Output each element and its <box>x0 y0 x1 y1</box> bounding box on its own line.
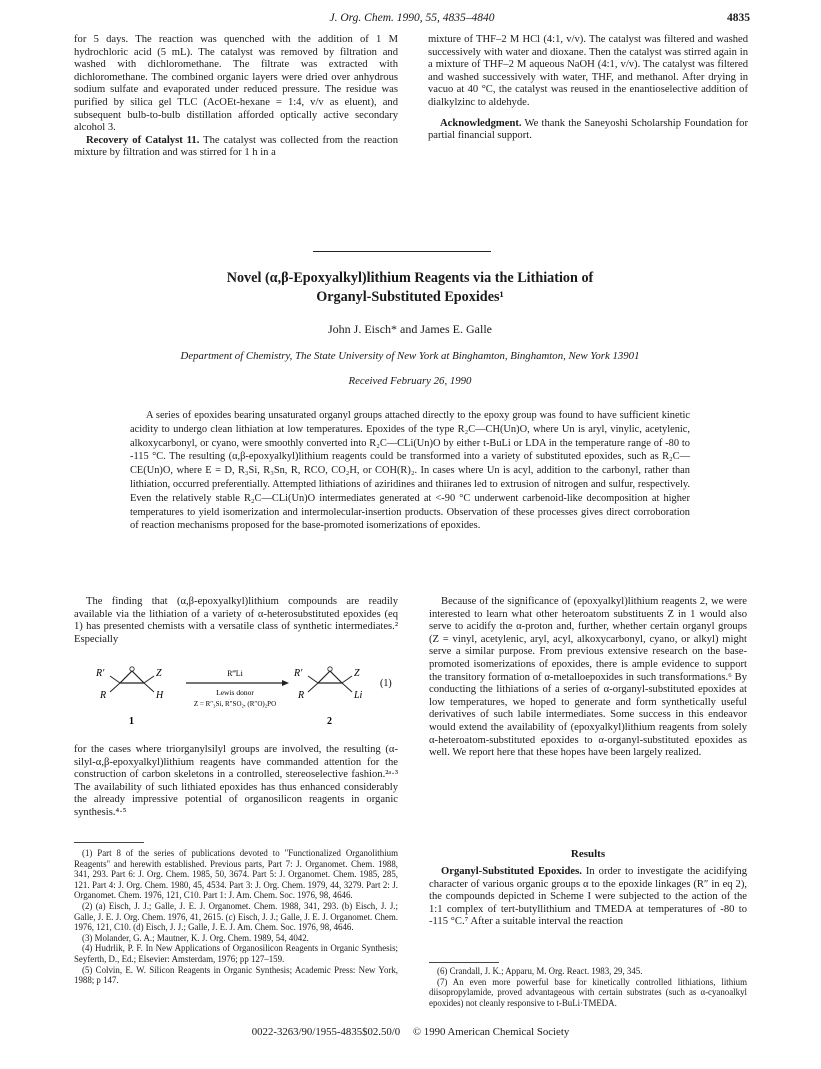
recovery-heading: Recovery of Catalyst 11. <box>86 134 200 146</box>
results-subheading: Organyl-Substituted Epoxides. <box>441 866 582 877</box>
acknowledgment-text: We thank the Saneyoshi Scholarship Foundation for partial financial support. <box>428 117 748 142</box>
received-date: Received February 26, 1990 <box>348 375 472 387</box>
catalyst-paragraph: mixture of THF–2 M HCl (4:1, v/v). The catalyst was filtered and washed successively with water and dioxane. Then the catalyst was stirred again in a mixture of THF–2 M aqueous NaOH (4:1, v/v). The catalyst was filtered and washed successively with water, THF, and methanol. After drying in vacuo at 40 °C, the catalyst was reused in the enantioselective addition of dialkylzinc to aldehyde. <box>428 34 748 108</box>
epoxide-1 <box>95 667 164 727</box>
title-line-2: Organyl-Substituted Epoxides¹ <box>316 289 504 305</box>
top-right-column <box>428 34 748 143</box>
top-left-column <box>74 34 398 160</box>
reaction-arrow <box>186 669 289 708</box>
results-text: In order to investigate the acidifying character of various organic groups α to the epoxide linkages (R″ in eq 2), the compounds depicted in Scheme I were subjected to the action of the 1:1 complex of tert-butyllithium and TMEDA at temperatures of -80 to -115 °C.⁷ After a suitable interval the reaction <box>429 866 747 928</box>
running-header <box>74 12 750 30</box>
footnote-rule-right <box>429 962 499 963</box>
article-code: 0022-3263/90/1955-4835$02.50/0 <box>251 1026 401 1038</box>
r-label: R <box>100 690 107 701</box>
h-label: H <box>156 690 164 701</box>
equation-number: (1) <box>380 678 392 689</box>
footnote-2: (2) (a) Eisch, J. J.; Galle, J. E. J. Organomet. Chem. 1988, 341, 293. (b) Eisch, J. J.; Galle, J. E. J. Org. Chem. 1976, 41, 2615. (c) Eisch, J. J.; Galle, J. E. J. Organomet. Chem. 1976, 121, C10. (d) Eisch, J. J.; Galle, J. E. J. Am. Chem. Soc. 1976, 98, 4646. <box>74 900 398 933</box>
z-label: Z <box>156 668 162 679</box>
silyl-paragraph: for the cases where triorganylsilyl groups are involved, the resulting (α-silyl-α,β-epoxyalkyl)lithium reagents have commanded attention for the construction of carbon skeletons in a controlled, stereoselective fashion.²ᵃ·³ The availability of such lithiated epoxides has thus enhanced considerably the already impressive potential of organosilicon reagents in organic synthesis.⁴·⁵ <box>74 744 398 818</box>
section-divider <box>313 251 491 252</box>
intro-paragraph: The finding that (α,β-epoxyalkyl)lithium compounds are readily available via the lithiation of a variety of α-heterosubstituted epoxides (eq 1) has presented chemists with a versatile class of synthetic intermediates.² Especially <box>74 596 398 645</box>
page-footer <box>0 1026 821 1038</box>
journal-citation: J. Org. Chem. 1990, 55, 4835–4840 <box>329 12 495 24</box>
conditions-label: Z = R″₃Si, R″SO₂, (R″O)₂PO <box>193 700 277 708</box>
body-left-continued <box>74 744 398 820</box>
page-number: 4835 <box>727 12 750 24</box>
acknowledgment-paragraph <box>428 118 748 143</box>
compound-2-label: 2 <box>327 716 332 727</box>
significance-paragraph: Because of the significance of (epoxyalkyl)lithium reagents 2, we were interested to learn what other heteroatom substituents Z in 1 would also serve to acidify the α-proton and, further, whether certain organyl groups (Z = vinyl, acetylenic, aryl, acyl, alkoxycarbonyl, cyano, or alkyl) might serve a similar purpose. From previous extensive research on the base-promoted isomerizations of epoxides, there is ample evidence to support the transitory formation of α-metalloepoxides in such transformations.⁶ By conducting the lithiations of a series of α-organyl-substituted epoxides at low temperatures, we hoped to generate and form synthetically useful derivatives of such labile intermediates. Some success in this endeavor would extend the availability of (epoxyalkyl)lithium reagents from solely α-heteroatom-substituted epoxides to α-organyl-substituted epoxides as well. We report here that these hopes have been largely realized. <box>429 596 747 759</box>
footnote-7: (7) An even more powerful base for kinetically controlled lithiations, lithium diisopropylamide, proved advantageous with certain substrates (such as α-cyanoalkyl epoxides) not cleanly responsive to t-BuLi·TMEDA. <box>429 976 747 1008</box>
footnote-4: (4) Hudrlik, P. F. In New Applications of Organosilicon Reagents in Organic Synthesis; Seyferth, D., Ed.; Elsevier: Amsterdam, 1976; pp 127–159. <box>74 943 398 964</box>
results-heading: Results <box>570 848 606 860</box>
body-right-column <box>429 596 747 760</box>
li-label: Li <box>354 690 363 701</box>
article-title <box>120 269 700 307</box>
reagent-label: R‴Li <box>227 669 243 678</box>
affiliation: Department of Chemistry, The State University of New York at Binghamton, Binghamton, New York 13901 <box>180 350 640 362</box>
r-prime-label: R′ <box>96 668 105 679</box>
equation-1-scheme <box>80 658 410 740</box>
z-label-2: Z <box>354 668 360 679</box>
epoxide-2 <box>293 667 363 727</box>
acknowledgment-heading: Acknowledgment. <box>440 117 522 129</box>
results-column <box>429 866 747 929</box>
compound-1-label: 1 <box>129 716 134 727</box>
results-paragraph <box>429 866 747 929</box>
r-prime-label-2: R′ <box>294 668 303 679</box>
recovery-paragraph <box>74 135 398 160</box>
footnote-rule-left <box>74 842 144 843</box>
footnote-3: (3) Molander, G. A.; Mautner, K. J. Org. Chem. 1989, 54, 4042. <box>82 932 309 943</box>
recovery-text: The catalyst was collected from the reaction mixture by filtration and was stirred for 1 h in a <box>74 134 398 159</box>
r-label-2: R <box>298 690 305 701</box>
body-left-intro <box>74 596 398 646</box>
title-line-1: Novel (α,β-Epoxyalkyl)lithium Reagents via the Lithiation of <box>226 270 594 286</box>
experimental-paragraph: for 5 days. The reaction was quenched with the addition of 1 M hydrochloric acid (5 mL). The catalyst was removed by filtration and washed with dichloromethane. The filtrate was extracted with dichloromethane. The combined organic layers were dried over anhydrous sodium sulfate and evaporated under reduced pressure. The residue was purified by silica gel TLC (AcOEt-hexane = 1:4, v/v as eluent), and subsequent bulb-to-bulb distillation afforded optically active secondary alcohol 3. <box>74 34 398 134</box>
footnotes-right <box>429 966 747 1008</box>
footnote-6: (6) Crandall, J. K.; Apparu, M. Org. React. 1983, 29, 345. <box>437 966 643 976</box>
abstract-text: A series of epoxides bearing unsaturated organyl groups attached directly to the epoxy group was found to have sufficient kinetic acidity to undergo clean lithiation at low temperatures. Epoxides of the type R₂C—CH(Un)O, where Un is aryl, vinylic, acetylenic, alkoxycarbonyl, or cyano, were smoothly converted into R₂C—CLi(Un)O by either t-BuLi or LDA in the temperature range of -80 to -115 °C. The resulting (α,β-epoxyalkyl)lithium reagents could be transformed into a variety of substituted epoxides, such as R₂C—CE(Un)O, where E = D, R₃Si, R₃Sn, R, RCO, CO₂H, or COH(R)₂. In cases where Un is acyl, addition to the carbonyl, rather than lithiation, occurred preferentially. Attempted lithiations of aziridines and thiiranes led to extrusion of nitrogen and sulfur, respectively. Even the relatively stable R₂C—CLi(Un)O intermediates generated at <-90 °C underwent carbenoid-like decomposition at higher temperatures to yield isomerization and intermolecular-insertion products. Observation of these processes gives direct corroboration of reaction mechanisms proposed for the base-promoted isomerizations of epoxides. <box>130 410 690 532</box>
footnote-1: (1) Part 8 of the series of publications devoted to "Functionalized Organolithium Reagents" and herewith established. Previous parts, Part 7: J. Organomet. Chem. 1988, 341, 293. Part 6: J. Org. Chem. 1985, 50, 3674. Part 5: J. Organomet. Chem. 1985, 285, 121. Part 4: J. Org. Chem. 1980, 45, 4534. Part 3: J. Org. Chem. 1979, 44, 3279. Part 2: J. Organomet. Chem. 1976, 121, C10. Part 1: J. Am. Chem. Soc. 1976, 98, 4646. <box>74 848 398 901</box>
abstract <box>130 409 690 533</box>
copyright-notice: © 1990 American Chemical Society <box>412 1026 570 1038</box>
footnotes-left <box>74 848 398 986</box>
reaction-scheme-svg <box>80 658 410 740</box>
footnote-5: (5) Colvin, E. W. Silicon Reagents in Organic Synthesis; Academic Press: New York, 1988; p 147. <box>74 964 398 986</box>
authors: John J. Eisch* and James E. Galle <box>328 322 492 336</box>
lewis-donor-label: Lewis donor <box>216 688 254 697</box>
